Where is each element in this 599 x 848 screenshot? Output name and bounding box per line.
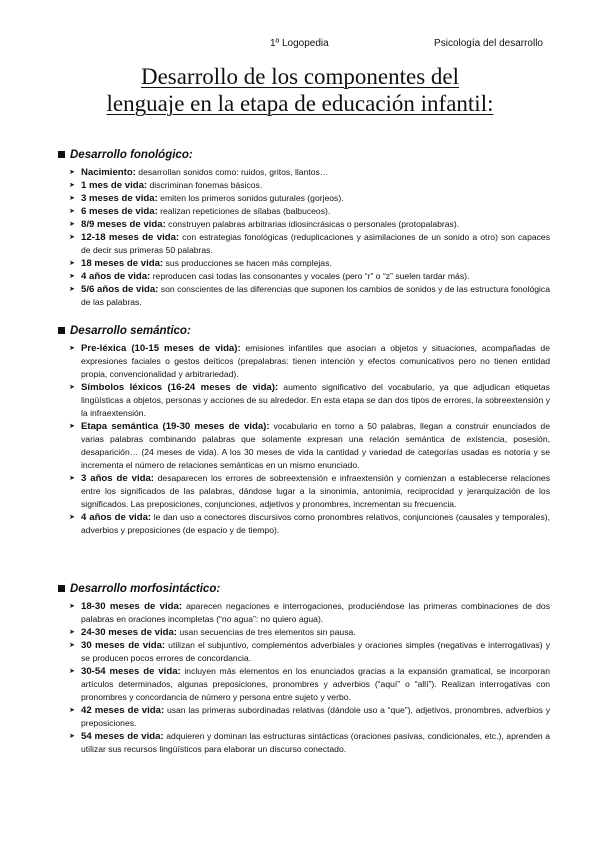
arrow-bullet-icon: ➤ (69, 603, 75, 610)
square-bullet-icon (58, 327, 65, 334)
section-title: Desarrollo semántico: (58, 323, 550, 339)
list-item: ➤ Etapa semántica (19-30 meses de vida): vocabulario en torno a 50 palabras, llegan a construir enunciados de varias palabras combinando palabras que solamente expresan una relación semántica de existencia, posesión, desaparición… (24 meses de vida). A los 30 meses de vida la cantidad y variedad de categorías usadas es notoria y se incrementa el número de relaciones semánticas en un mismo enunciado. (69, 421, 550, 470)
arrow-bullet-icon: ➤ (69, 733, 75, 740)
header-subject: Psicología del desarrollo (434, 38, 543, 49)
arrow-bullet-icon: ➤ (69, 423, 75, 430)
section-title: Desarrollo fonológico: (58, 147, 550, 163)
arrow-bullet-icon: ➤ (69, 273, 75, 280)
arrow-bullet-icon: ➤ (69, 286, 75, 293)
arrow-bullet-icon: ➤ (69, 260, 75, 267)
arrow-bullet-icon: ➤ (69, 195, 75, 202)
list-item: ➤ 3 años de vida: desaparecen los errores de sobreextensión e infraextensión y comienzan a establecerse relaciones entre los significados de las palabras, dándose lugar a la sinonimia, antonimia, reciprocidad y jerarquización de los significados. Las preposiciones, conjunciones, adjetivos y pronombres, incrementan su frecuencia. (69, 473, 550, 509)
list-item: ➤ Símbolos léxicos (16-24 meses de vida): aumento significativo del vocabulario, ya que adjudican etiquetas lingüísticas a objetos, personas y acciones de su alrededor. En esta etapa se dan dos tipos de errores, la sobreextensión y la infraextensión. (69, 382, 550, 418)
list-item: ➤ 5/6 años de vida: son conscientes de las diferencias que suponen los cambios de sonidos y de las estructura fonológica de las palabras. (69, 284, 550, 307)
section-fonologico (58, 147, 550, 309)
list-item: ➤ 12-18 meses de vida: con estrategias fonológicas (reduplicaciones y asimilaciones de un sonido a otro) son capaces de decir sus primeras 50 palabras. (69, 232, 551, 255)
list-item: ➤ 4 años de vida: le dan uso a conectores discursivos como pronombres relativos, conjunciones (causales y temporales), adverbios y preposiciones (de espacio y de tiempo). (69, 512, 550, 535)
item-list (58, 342, 550, 537)
list-item: ➤ 8/9 meses de vida: construyen palabras arbitrarias idiosincrásicas o personales (protopalabras). (69, 219, 460, 230)
arrow-bullet-icon: ➤ (69, 384, 75, 391)
list-item: ➤ 24-30 meses de vida: usan secuencias de tres elementos sin pausa. (69, 627, 356, 638)
item-list (58, 166, 550, 309)
list-item: ➤ Pre-léxica (10-15 meses de vida): emisiones infantiles que asocian a objetos y situaciones, acompañadas de expresiones faciales o gestos deíticos (prepalabras: tienen intención y efectos comunicativos pero no tienen entidad propia, convencionalidad y arbitrariedad). (69, 343, 550, 379)
list-item: ➤ 30-54 meses de vida: incluyen más elementos en los enunciados gracias a la expansión gramatical, se incorporan artículos determinados, algunas preposiciones, pronombres y adverbios (“aquí” o “allí”). Realizan interrogativas con pronombres y concordancia de número y persona entre sujeto y verbo. (69, 666, 550, 702)
list-item: ➤ 3 meses de vida: emiten los primeros sonidos guturales (gorjeos). (69, 193, 344, 204)
section-semantico (58, 323, 550, 537)
arrow-bullet-icon: ➤ (69, 345, 75, 352)
square-bullet-icon (58, 151, 65, 158)
arrow-bullet-icon: ➤ (69, 668, 75, 675)
arrow-bullet-icon: ➤ (69, 514, 75, 521)
item-list (58, 600, 550, 756)
list-item: ➤ 42 meses de vida: usan las primeras subordinadas relativas (dándole uso a “que”), adjetivos, pronombres, adverbios y preposiciones. (69, 705, 550, 728)
arrow-bullet-icon: ➤ (69, 629, 75, 636)
arrow-bullet-icon: ➤ (69, 169, 75, 176)
arrow-bullet-icon: ➤ (69, 208, 75, 215)
square-bullet-icon (58, 585, 65, 592)
arrow-bullet-icon: ➤ (69, 642, 75, 649)
arrow-bullet-icon: ➤ (69, 221, 75, 228)
list-item: ➤ 30 meses de vida: utilizan el subjuntivo, complementos adverbiales y oraciones simples (negativas e interrogativas) y se producen pocos errores de concordancia. (69, 640, 550, 663)
title-line-2: lenguaje en la etapa de educación infantil: (106, 91, 494, 116)
list-item: ➤ Nacimiento: desarrollan sonidos como: ruidos, gritos, llantos… (69, 167, 329, 178)
arrow-bullet-icon: ➤ (69, 234, 75, 241)
arrow-bullet-icon: ➤ (69, 475, 75, 482)
list-item: ➤ 6 meses de vida: realizan repeticiones de sílabas (balbuceos). (69, 206, 331, 217)
list-item: ➤ 18-30 meses de vida: aparecen negaciones e interrogaciones, produciéndose las primeras combinaciones de dos palabras en oraciones incompletas (“no agua”: no quiero agua). (69, 601, 550, 624)
list-item: ➤ 1 mes de vida: discriminan fonemas básicos. (69, 180, 263, 191)
page-title (40, 63, 560, 117)
list-item: ➤ 18 meses de vida: sus producciones se hacen más complejas. (69, 258, 332, 269)
list-item: ➤ 4 años de vida: reproducen casi todas las consonantes y vocales (pero “r” o “z” suelen tardar más). (69, 271, 470, 282)
title-line-1: Desarrollo de los componentes del (140, 64, 460, 89)
arrow-bullet-icon: ➤ (69, 707, 75, 714)
section-morfosintactico (58, 581, 550, 756)
section-title: Desarrollo morfosintáctico: (58, 581, 550, 597)
header-course: 1º Logopedia (270, 38, 329, 49)
arrow-bullet-icon: ➤ (69, 182, 75, 189)
list-item: ➤ 54 meses de vida: adquieren y dominan las estructuras sintácticas (oraciones pasivas, condicionales, etc.), aprenden a utilizar sus recursos lingüísticos para elaborar un discurso conectado. (69, 731, 550, 754)
